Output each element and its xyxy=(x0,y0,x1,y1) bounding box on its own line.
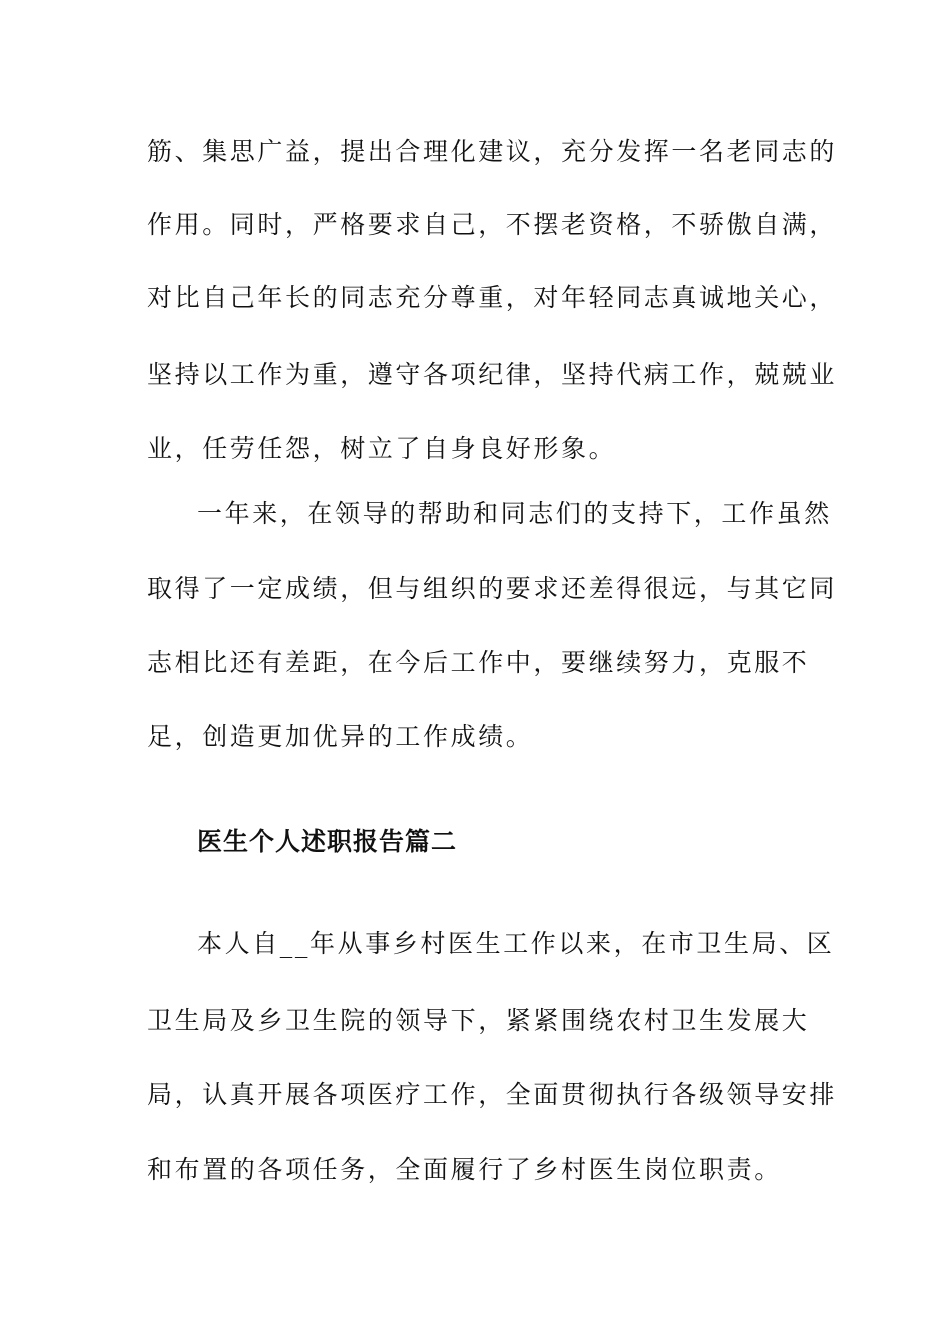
paragraph-line: 筋、集思广益，提出合理化建议，充分发挥一名老同志的 xyxy=(147,137,838,166)
paragraph-line: 一年来，在领导的帮助和同志们的支持下，工作虽然 xyxy=(197,499,832,528)
paragraph-line: 取得了一定成绩，但与组织的要求还差得很远，与其它同 xyxy=(147,574,838,603)
paragraph-line: 局，认真开展各项医疗工作，全面贯彻执行各级领导安排 xyxy=(147,1080,838,1109)
paragraph-line: 志相比还有差距，在今后工作中，要继续努力，克服不 xyxy=(147,648,810,677)
paragraph-line: 本人自__年从事乡村医生工作以来，在市卫生局、区 xyxy=(197,929,835,958)
paragraph-line: 足，创造更加优异的工作成绩。 xyxy=(147,722,534,751)
paragraph-line: 卫生局及乡卫生院的领导下，紧紧围绕农村卫生发展大 xyxy=(147,1006,810,1035)
section-heading: 医生个人述职报告篇二 xyxy=(197,827,458,856)
paragraph-line: 坚持以工作为重，遵守各项纪律，坚持代病工作，兢兢业 xyxy=(147,360,838,389)
paragraph-line: 作用。同时，严格要求自己，不摆老资格，不骄傲自满， xyxy=(147,210,838,239)
paragraph-line: 和布置的各项任务，全面履行了乡村医生岗位职责。 xyxy=(147,1155,782,1184)
paragraph-line: 业，任劳任怨，树立了自身良好形象。 xyxy=(147,434,617,463)
paragraph-line: 对比自己年长的同志充分尊重，对年轻同志真诚地关心， xyxy=(147,283,838,312)
